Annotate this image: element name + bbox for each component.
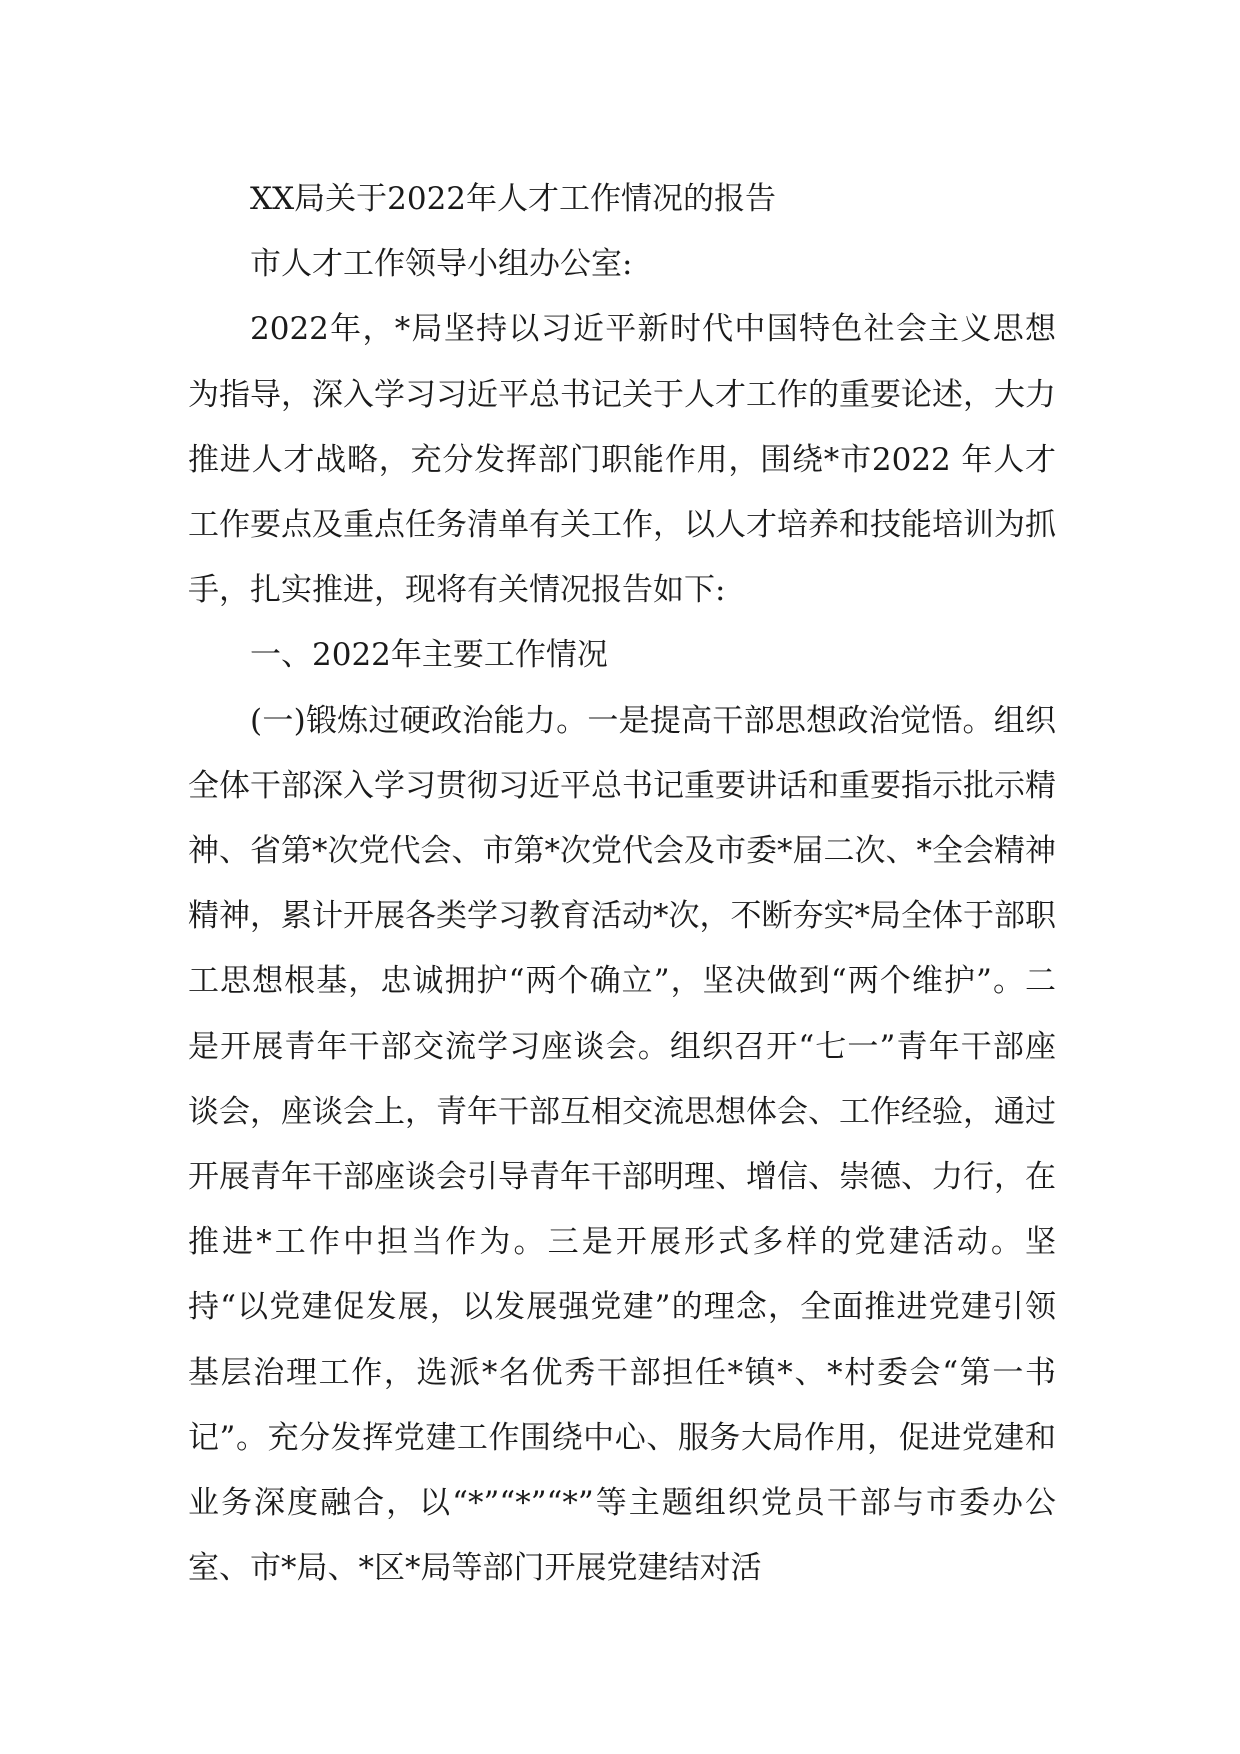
document-title: XX局关于2022年人才工作情况的报告 <box>250 181 777 217</box>
section-heading: 一、2022年主要工作情况 <box>250 637 608 674</box>
intro-paragraph: 2022年，*局坚持以习近平新时代中国特色社会主义思想为指导，深入学习习近平总书记关于人才工作的重要论述，大力推进人才战略，充分发挥部门职能作用，围绕*市2022 年人才工作要点及重点任务清单有关工作，以人才培养和技能培训为抓手，扎实推进，现将有关情况报告如下: <box>188 311 1056 609</box>
section-paragraph: (一)锻炼过硬政治能力。一是提高干部思想政治觉悟。组织全体干部深入学习贯彻习近平总书记重要讲话和重要指示批示精神、省第*次党代会、市第*次党代会及市委*届二次、*全会精神精神，累计开展各类学习教育活动*次，不断夯实*局全体于部职工思想根基，忠诚拥护“两个确立”，坚决做到“两个维护”。二是开展青年干部交流学习座谈会。组织召开“七一”青年干部座谈会，座谈会上，青年干部互相交流思想体会、工作经验，通过开展青年干部座谈会引导青年干部明理、增信、崇德、力行，在推进*工作中担当作为。三是开展形式多样的党建活动。坚持“以党建促发展，以发展强党建”的理念，全面推进党建引领基层治理工作，选派*名优秀干部担任*镇*、*村委会“第一书记”。充分发挥党建工作围绕中心、服务大局作用，促进党建和业务深度融合，以“*”“*”“*”等主题组织党员干部与市委办公室、市*局、*区*局等部门开展党建结对活 <box>188 702 1056 1587</box>
document-body <box>188 167 1056 1601</box>
salutation: 市人才工作领导小组办公室: <box>250 246 633 283</box>
